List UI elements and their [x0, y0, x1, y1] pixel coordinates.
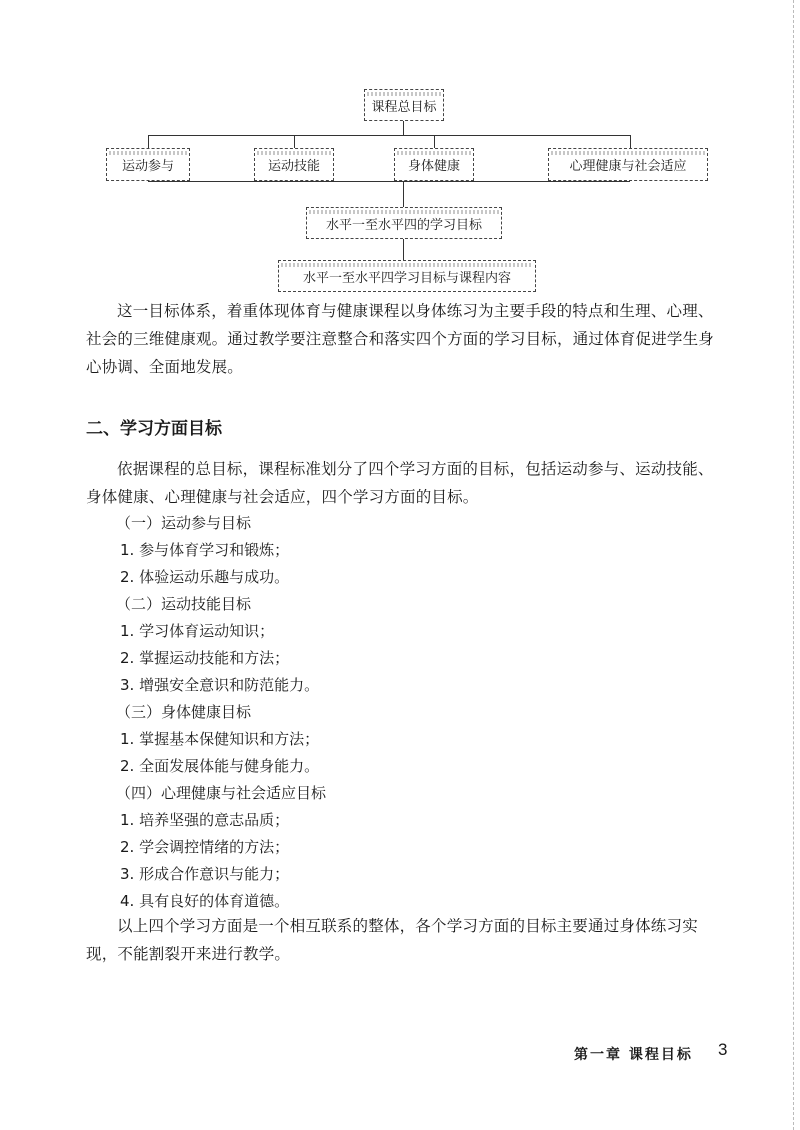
group-title-mental-social: （四）心理健康与社会适应目标	[116, 784, 327, 802]
intro-paragraph: 这一目标体系，着重体现体育与健康课程以身体练习为主要手段的特点和生理、心理、社会的三维健康观。通过教学要注意整合和落实四个方面的学习目标，通过体育促进学生身心协调、全面地发展。	[86, 302, 715, 376]
connector-goal-down	[403, 239, 404, 260]
section-heading: 二、学习方面目标	[86, 419, 222, 439]
list-item: 3. 形成合作意识与能力；	[120, 865, 290, 883]
list-item: 2. 掌握运动技能和方法；	[120, 649, 290, 667]
connector-branch-2	[294, 135, 295, 148]
list-item: 2. 学会调控情绪的方法；	[120, 838, 290, 856]
group-title-participation: （一）运动参与目标	[116, 514, 252, 532]
connector-branches-bottom-bar	[148, 181, 630, 182]
branch-label-mental-social: 心理健康与社会适应	[569, 159, 687, 174]
goal-hierarchy-diagram	[0, 0, 800, 300]
root-goal-box	[364, 89, 444, 121]
list-item: 2. 体验运动乐趣与成功。	[120, 568, 290, 586]
level-goal-box	[306, 207, 502, 239]
branch-label-physical-health: 身体健康	[407, 159, 460, 174]
list-item: 2. 全面发展体能与健身能力。	[120, 757, 320, 775]
group-title-skills: （二）运动技能目标	[116, 595, 252, 613]
list-item: 1. 培养坚强的意志品质；	[120, 811, 290, 829]
group-title-physical-health: （三）身体健康目标	[116, 703, 252, 721]
list-item: 1. 参与体育学习和锻炼；	[120, 541, 290, 559]
closing-paragraph: 以上四个学习方面是一个相互联系的整体，各个学习方面的目标主要通过身体练习实现，不能割裂开来进行教学。	[86, 917, 698, 963]
connector-branch-3	[434, 135, 435, 148]
section-paragraph: 依据课程的总目标，课程标准划分了四个学习方面的目标，包括运动参与、运动技能、身体健康、心理健康与社会适应，四个学习方面的目标。	[86, 460, 714, 506]
page-number: 3	[718, 1040, 728, 1059]
connector-root-down	[403, 121, 404, 135]
branch-box-participation	[106, 148, 190, 181]
branch-box-mental-social	[548, 148, 708, 181]
list-item: 1. 掌握基本保健知识和方法；	[120, 730, 320, 748]
connector-branch-1	[148, 135, 149, 148]
branch-label-participation: 运动参与	[121, 159, 174, 174]
level-content-box	[278, 260, 536, 292]
connector-branches-down	[403, 181, 404, 207]
branch-box-skills	[254, 148, 334, 181]
chapter-footer: 第一章 课程目标	[574, 1047, 693, 1063]
list-item: 3. 增强安全意识和防范能力。	[120, 676, 320, 694]
connector-horizontal-bar	[148, 135, 630, 136]
list-item: 4. 具有良好的体育道德。	[120, 892, 290, 910]
list-item: 1. 学习体育运动知识；	[120, 622, 275, 640]
branch-box-physical-health	[394, 148, 474, 181]
branch-label-skills: 运动技能	[267, 159, 320, 174]
root-goal-label: 课程总目标	[371, 99, 437, 115]
level-goal-label: 水平一至水平四的学习目标	[325, 217, 482, 233]
connector-branch-4	[630, 135, 631, 148]
level-content-label: 水平一至水平四学习目标与课程内容	[302, 270, 511, 286]
